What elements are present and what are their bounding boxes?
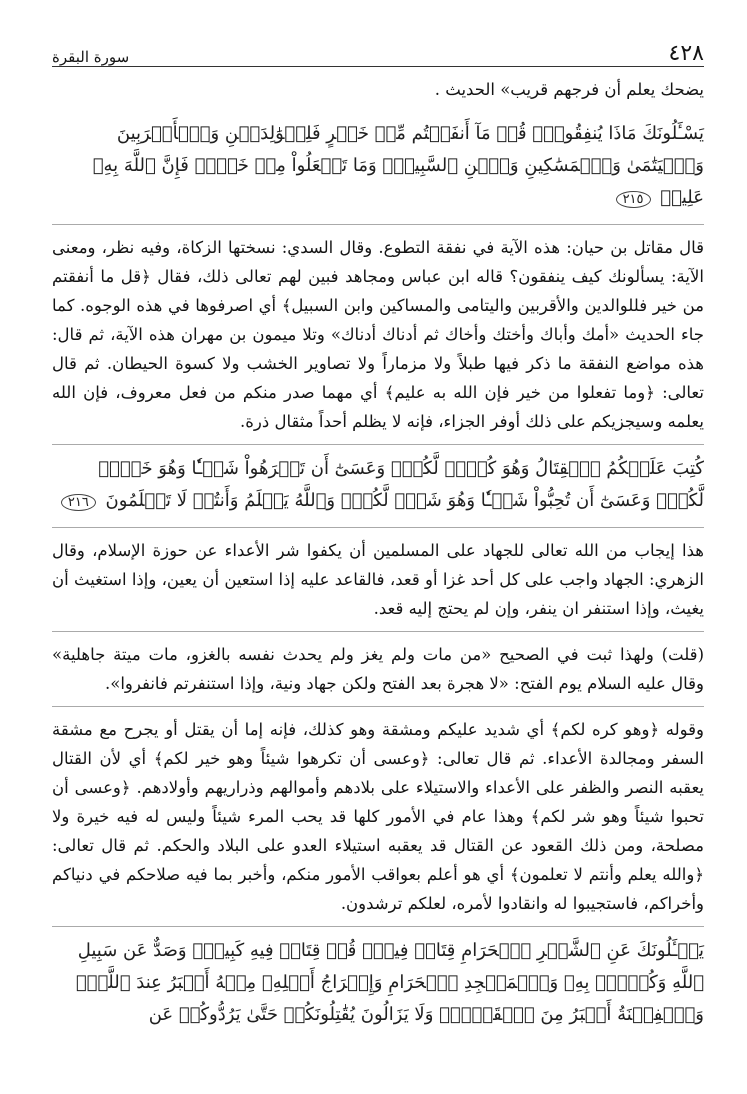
- divider: [52, 224, 704, 225]
- divider: [52, 444, 704, 445]
- verse-text: يَسۡـَٔلُونَكَ عَنِ ٱلشَّهۡرِ ٱلۡحَرَامِ قِتَالٖ فِيهِۖ قُلۡ قِتَالٞ فِيهِ كَبِيرٞۚ وَصَدٌّ عَن سَبِيلِ ٱللَّهِ وَكُفۡرُۢ بِهِۦ وَٱلۡمَسۡجِدِ ٱلۡحَرَامِ وَإِخۡرَاجُ أَهۡلِهِۦ مِنۡهُ أَكۡبَرُ عِندَ ٱللَّهِۚ وَٱلۡفِتۡنَةُ أَكۡبَرُ مِنَ ٱلۡقَتۡلِۗ وَلَا يَزَالُونَ يُقَٰتِلُونَكُمۡ حَتَّىٰ يَرُدُّوكُمۡ عَن: [75, 940, 704, 1025]
- verse-text: يَسْـَٔلُونَكَ مَاذَا يُنفِقُونَۖ قُلۡ مَآ أَنفَقۡتُم مِّنۡ خَيۡرٍ فَلِلۡوَٰلِدَيۡنِ وَٱلۡأَقۡرَبِينَ وَٱلۡيَتَٰمَىٰ وَٱلۡمَسَٰكِينِ وَٱبۡنِ ٱلسَّبِيلِۗ وَمَا تَفۡعَلُواْ مِنۡ خَيۡرٖ فَإِنَّ ٱللَّهَ بِهِۦ عَلِيمٞ: [92, 123, 704, 208]
- commentary-paragraph: (قلت) ولهذا ثبت في الصحيح «من مات ولم يغز ولم يحدث نفسه بالغزو، مات ميتة جاهلية» وقال عليه السلام يوم الفتح: «لا هجرة بعد الفتح ولكن جهاد ونية، وإذا استنفرتم فانفروا».: [52, 645, 704, 693]
- divider: [52, 527, 704, 528]
- hadith-ending: يضحك يعلم أن فرجهم قريب» الحديث .: [434, 80, 704, 99]
- divider: [52, 926, 704, 927]
- commentary-paragraph: قال مقاتل بن حيان: هذه الآية في نفقة التطوع. وقال السدي: نسختها الزكاة، وفيه نظر، ومعنى الآية: يسألونك كيف ينفقون؟ قاله ابن عباس ومجاهد فبين لهم تعالى ذلك، فقال ﴿قل ما أنفقتم من خير فللوالدين والأقربين واليتامى والمساكين وابن السبيل﴾ أي اصرفوها في هذه الوجوه. كما جاء الحديث «أمك وأباك وأختك وأخاك ثم أدناك أدناك» وتلا ميمون بن مهران هذه الآية، ثم قال: هذه مواضع النفقة ما ذكر فيها طبلاً ولا مزماراً ولا تصاوير الخشب ولا كسوة الحيطان. ثم قال تعالى: ﴿وما تفعلوا من خير فإن الله به عليم﴾ أي مهما صدر منكم من فعل معروف، فإن الله يعلمه وسيجزيكم على ذلك أوفر الجزاء، فإنه لا يظلم أحداً مثقال ذرة.: [52, 238, 704, 431]
- verse-number: ٢١٥: [616, 191, 651, 208]
- divider: [52, 706, 704, 707]
- page: [52, 38, 704, 1031]
- quran-verse-216: [52, 453, 704, 519]
- page-header: [52, 38, 704, 67]
- surah-name: سورة البقرة: [52, 48, 130, 66]
- quran-verse-215: [52, 118, 704, 216]
- quran-verse-217: [52, 935, 704, 1031]
- commentary-paragraph: وقوله ﴿وهو كره لكم﴾ أي شديد عليكم ومشقة وهو كذلك، فإنه إما أن يقتل أو يجرح مع مشقة السفر ومجالدة الأعداء. ثم قال تعالى: ﴿وعسى أن تكرهوا شيئاً وهو خير لكم﴾ أي لأن القتال يعقبه النصر والظفر على الأعداء والاستيلاء على بلادهم وأموالهم وذراريهم وأولادهم. ﴿وعسى أن تحبوا شيئاً وهو شر لكم﴾ وهذا عام في الأمور كلها قد يحب المرء شيئاً وليس له فيه خيرة ولا مصلحة، ومن ذلك القعود عن القتال قد يعقبه استيلاء العدو على البلاد والحكم. ثم قال تعالى: ﴿والله يعلم وأنتم لا تعلمون﴾ أي هو أعلم بعواقب الأمور منكم، وأخبر بما فيه صلاحكم في دنياكم وأخراكم، فاستجيبوا له وانقادوا لأمره، لعلكم ترشدون.: [52, 720, 704, 913]
- commentary-paragraph: هذا إيجاب من الله تعالى للجهاد على المسلمين أن يكفوا شر الأعداء عن حوزة الإسلام، وقال الزهري: الجهاد واجب على كل أحد غزا أو قعد، فالقاعد عليه إذا استعين أن يعين، وإذا استغيث أن يغيث، وإذا استنفر ان ينفر، وإن لم يحتج إليه قعد.: [52, 541, 704, 618]
- divider: [52, 631, 704, 632]
- verse-text: كُتِبَ عَلَيۡكُمُ ٱلۡقِتَالُ وَهُوَ كُرۡهٞ لَّكُمۡۖ وَعَسَىٰٓ أَن تَكۡرَهُواْ شَيۡـٔٗا وَهُوَ خَيۡرٞ لَّكُمۡۖ وَعَسَىٰٓ أَن تُحِبُّواْ شَيۡـٔٗا وَهُوَ شَرّٞ لَّكُمۡۚ وَٱللَّهُ يَعۡلَمُ وَأَنتُمۡ لَا تَعۡلَمُونَ: [98, 458, 704, 511]
- page-number: ٤٢٨: [668, 41, 704, 66]
- verse-number: ٢١٦: [61, 494, 96, 511]
